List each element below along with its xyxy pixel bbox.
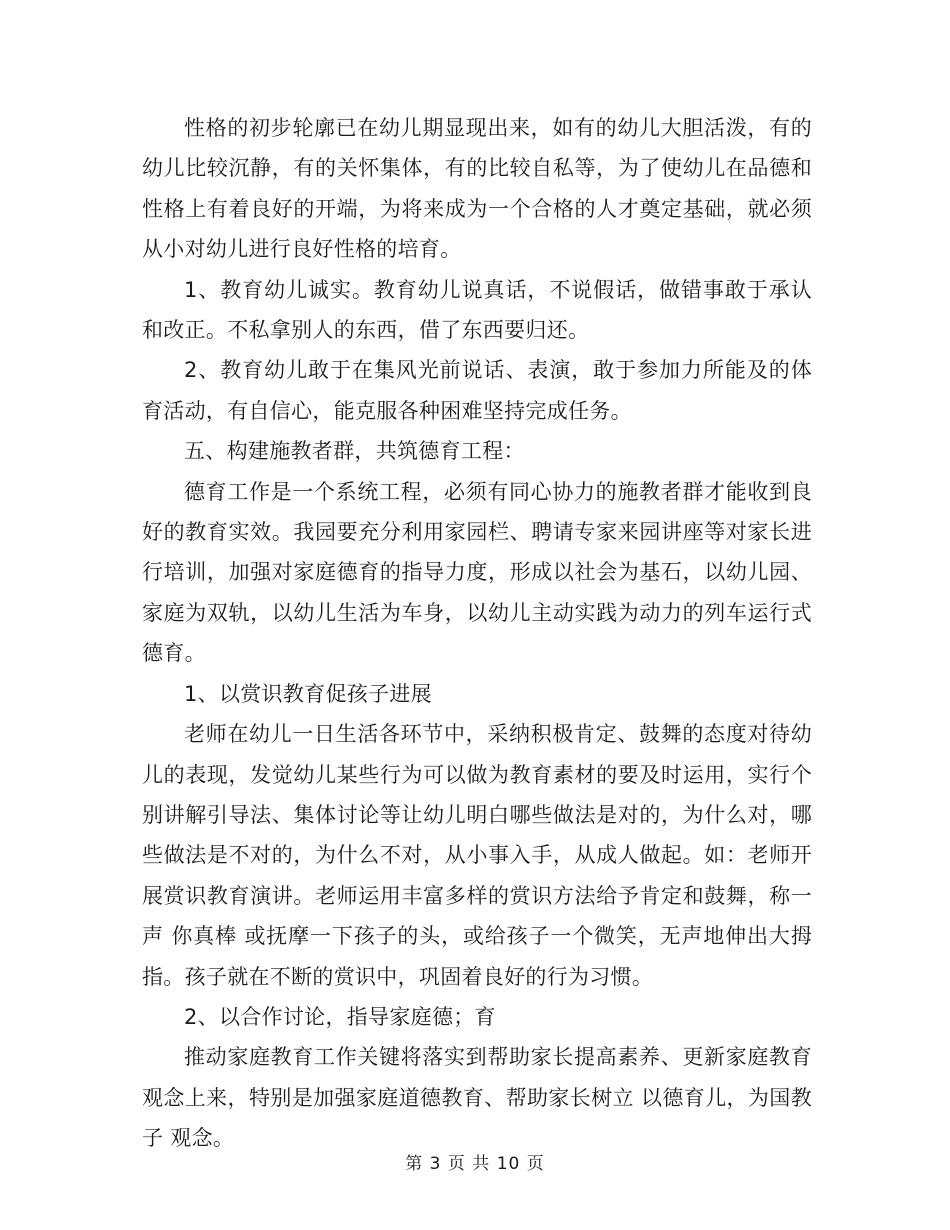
document-body [142,108,812,1159]
paragraph: 性格的初步轮廓已在幼儿期显现出来，如有的幼儿大胆活泼，有的幼儿比较沉静，有的关怀集体，有的比较自私等，为了使幼儿在品德和性格上有着良好的开端，为将来成为一个合格的人才奠定基础，就必须从小对幼儿进行良好性格的培育。 [142,116,812,262]
paragraph: 老师在幼儿一日生活各环节中，采纳积极肯定、鼓舞的态度对待幼儿的表现，发觉幼儿某些行为可以做为教育素材的要及时运用，实行个别讲解引导法、集体讨论等让幼儿明白哪些做法是对的，为什么对，哪些做法是不对的，为什么不对，从小事入手，从成人做起。如：老师开展赏识教育演讲。老师运用丰富多样的赏识方法给予肯定和鼓舞，称一声 你真棒 或抚摩一下孩子的头，或给孩子一个微笑，无声地伸出大拇指。孩子就在不断的赏识中，巩固着良好的行为习惯。 [142,722,812,989]
sub-heading: 1、以赏识教育促孩子进展 [184,681,432,706]
section-heading: 五、构建施教者群，共筑德育工程： [184,439,525,464]
paragraph: 1、教育幼儿诚实。教育幼儿说真话，不说假话，做错事敢于承认和改正。不私拿别人的东西，借了东西要归还。 [142,277,812,343]
paragraph: 德育工作是一个系统工程，必须有同心协力的施教者群才能收到良好的教育实效。我园要充分利用家园栏、聘请专家来园讲座等对家长进行培训，加强对家庭德育的指导力度，形成以社会为基石，以幼儿园、家庭为双轨，以幼儿生活为车身，以幼儿主动实践为动力的列车运行式德育。 [142,479,812,666]
paragraph: 推动家庭教育工作关键将落实到帮助家长提高素养、更新家庭教育观念上来，特别是加强家庭道德教育、帮助家长树立 以德育儿，为国教子 观念。 [142,1045,812,1151]
page-footer: 第 3 页 共 10 页 [405,1154,545,1174]
paragraph: 2、教育幼儿敢于在集风光前说话、表演，敢于参加力所能及的体育活动，有自信心，能克服各种困难坚持完成任务。 [142,358,812,423]
sub-heading: 2、以合作讨论，指导家庭德；育 [184,1004,496,1029]
